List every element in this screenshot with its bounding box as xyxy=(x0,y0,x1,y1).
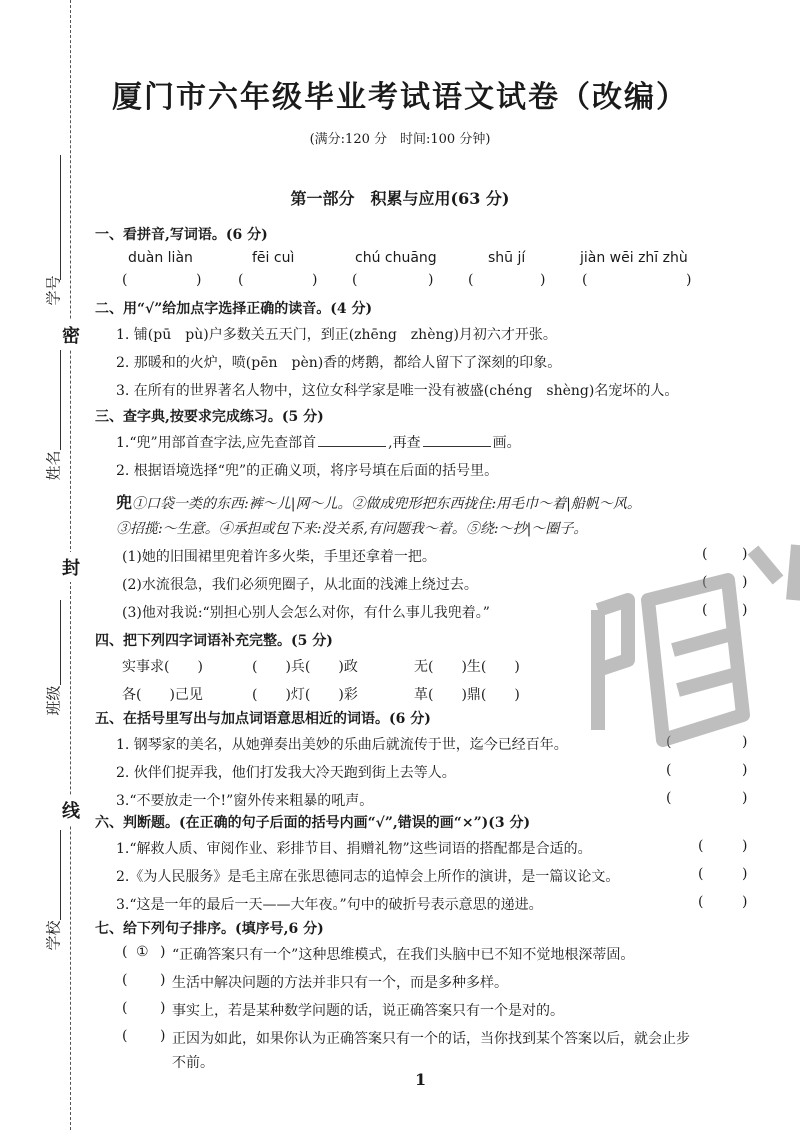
q2-item-3: 3. 在所有的世界著名人物中，这位女科学家是唯一没有被盛(chéng shèng)名宠坏的人。 xyxy=(116,383,679,399)
q1-answer-5-close: ) xyxy=(686,272,692,288)
q3-item-1 xyxy=(116,432,521,452)
q6-item-1: 1.“解救人质、审阅作业、彩排节目、捐赠礼物”这些词语的搭配都是合适的。 xyxy=(116,841,592,857)
q5-title: 五、在括号里写出与加点词语意思相近的词语。(6 分) xyxy=(95,711,431,727)
name-label: 姓名 xyxy=(44,450,63,481)
q1-answer-4-close: ) xyxy=(540,272,546,288)
q1-pinyin-5: jiàn wēi zhī zhù xyxy=(580,250,688,266)
q1-answer-2-open: ( xyxy=(238,272,244,288)
q4-row2-word2[interactable]: ( )灯( )彩 xyxy=(252,687,358,703)
q3-def-char: 兜 xyxy=(116,493,133,512)
q6-title: 六、判断题。(在正确的句子后面的括号内画“√”,错误的画“×”)(3 分) xyxy=(95,815,531,831)
q7-order-2-close: ) xyxy=(160,972,166,988)
q6-answer-3-open: ( xyxy=(698,894,704,910)
q7-order-1-close: ) xyxy=(160,944,166,960)
q5-answer-2-close: ) xyxy=(742,762,748,778)
seal-xian: 线 xyxy=(62,795,80,825)
q1-answer-2-close: ) xyxy=(312,272,318,288)
q4-row1-word2[interactable]: ( )兵( )政 xyxy=(252,659,358,675)
exam-subtitle: (满分:120 分 时间:100 分钟) xyxy=(309,132,491,147)
q6-answer-1-open: ( xyxy=(698,838,704,854)
class-label: 班级 xyxy=(44,685,63,716)
q3-answer-3-open: ( xyxy=(702,602,708,618)
q1-pinyin-3: chú chuāng xyxy=(355,250,437,266)
q3-answer-2-open: ( xyxy=(702,574,708,590)
q3-sentence-1: (1)她的旧围裙里兜着许多火柴，手里还拿着一把。 xyxy=(122,549,436,565)
q7-sentence-4: 正因为如此，如果你认为正确答案只有一个的话，当你找到某个答案以后，就会止步 xyxy=(172,1031,690,1047)
q3-sentence-3: (3)他对我说:“别担心别人会怎么对你，有什么事儿我兜着。” xyxy=(122,605,490,621)
q5-answer-1-close: ) xyxy=(742,734,748,750)
q1-answer-5-open: ( xyxy=(582,272,588,288)
q3-strokes-blank[interactable] xyxy=(423,434,491,447)
q2-item-2: 2. 那暖和的火炉，喷(pēn pèn)香的烤鹅，都给人留下了深刻的印象。 xyxy=(116,355,562,371)
q7-order-1-mark: ① xyxy=(136,944,149,960)
q3-answer-2-close: ) xyxy=(742,574,748,590)
q3-title: 三、查字典,按要求完成练习。(5 分) xyxy=(95,409,324,425)
q1-answer-3-close: ) xyxy=(428,272,434,288)
school-fill-line[interactable] xyxy=(60,830,61,920)
seal-mi: 密 xyxy=(62,320,80,350)
page-number: 1 xyxy=(415,1070,427,1089)
q2-title: 二、用“√”给加点字选择正确的读音。(4 分) xyxy=(95,301,373,317)
q1-answer-4-open: ( xyxy=(468,272,474,288)
q6-item-3: 3.“这是一年的最后一天——大年夜。”句中的破折号表示意思的递进。 xyxy=(116,897,543,913)
q7-order-3-close: ) xyxy=(160,1000,166,1016)
q6-answer-2-close: ) xyxy=(742,866,748,882)
q6-answer-2-open: ( xyxy=(698,866,704,882)
q4-row1-word1[interactable]: 实事求( ) xyxy=(122,659,203,675)
q3-definition-line-1 xyxy=(116,490,641,513)
q3-answer-3-close: ) xyxy=(742,602,748,618)
q5-item-2: 2. 伙伴们捉弄我，他们打发我大冷天跑到街上去等人。 xyxy=(116,765,456,781)
q3-item-1-text-c: 画。 xyxy=(492,435,521,451)
student-id-fill-line[interactable] xyxy=(60,155,61,280)
q3-radical-blank[interactable] xyxy=(318,434,386,447)
q3-item-1-text-b: ,再查 xyxy=(388,435,421,451)
q4-row1-word3[interactable]: 无( )生( ) xyxy=(414,659,520,675)
q7-order-1-open: ( xyxy=(122,944,128,960)
q7-sentence-4-tail: 不前。 xyxy=(172,1055,214,1071)
q4-row2-word3[interactable]: 革( )鼎( ) xyxy=(414,687,520,703)
student-id-label: 学号 xyxy=(44,275,63,306)
name-fill-line[interactable] xyxy=(60,350,61,450)
q1-title: 一、看拼音,写词语。(6 分) xyxy=(95,227,268,243)
q1-pinyin-2: fēi cuì xyxy=(252,250,295,266)
q5-answer-1-open: ( xyxy=(666,734,672,750)
q3-def-text-1: ①口袋一类的东西:裤～儿|网～儿。②做成兜形把东西拢住:用毛巾～着|船帆～风。 xyxy=(132,496,641,512)
exam-title: 厦门市六年级毕业考试语文试卷（改编） xyxy=(112,80,688,115)
q3-answer-1-open: ( xyxy=(702,546,708,562)
q7-order-2-open: ( xyxy=(122,972,128,988)
q5-answer-2-open: ( xyxy=(666,762,672,778)
q4-title: 四、把下列四字词语补充完整。(5 分) xyxy=(95,633,333,649)
q1-answer-3-open: ( xyxy=(352,272,358,288)
q7-order-3-open: ( xyxy=(122,1000,128,1016)
q7-order-4-close: ) xyxy=(160,1028,166,1044)
q3-definition-line-2: ③招揽:～生意。④承担或包下来:没关系,有问题我～着。⑤绕:～抄|～圈子。 xyxy=(116,521,588,537)
q1-pinyin-4: shū jí xyxy=(488,250,526,266)
q1-answer-1-close: ) xyxy=(196,272,202,288)
q6-answer-1-close: ) xyxy=(742,838,748,854)
q5-item-3: 3.“不要放走一个!”窗外传来粗暴的吼声。 xyxy=(116,793,374,809)
q5-answer-3-close: ) xyxy=(742,790,748,806)
q1-answer-1-open: ( xyxy=(122,272,128,288)
seal-feng: 封 xyxy=(62,552,80,582)
q3-answer-1-close: ) xyxy=(742,546,748,562)
q7-sentence-1: “正确答案只有一个”这种思维模式，在我们头脑中已不知不觉地根深蒂固。 xyxy=(172,947,635,963)
q1-pinyin-1: duàn liàn xyxy=(128,250,193,266)
part-one-title: 第一部分 积累与应用(63 分) xyxy=(290,189,510,208)
q4-row2-word1[interactable]: 各( )己见 xyxy=(122,687,203,703)
class-fill-line[interactable] xyxy=(60,600,61,685)
q7-sentence-3: 事实上，若是某种数学问题的话，说正确答案只有一个是对的。 xyxy=(172,1003,564,1019)
q7-order-4-open: ( xyxy=(122,1028,128,1044)
q5-answer-3-open: ( xyxy=(666,790,672,806)
q3-item-1-text-a: 1.“兜”用部首查字法,应先查部首 xyxy=(116,435,317,451)
q2-item-1: 1. 铺(pū pù)户多数关五天门，到正(zhēng zhèng)月初六才开张。 xyxy=(116,327,557,343)
school-label: 学校 xyxy=(44,920,63,951)
watermark-stamp xyxy=(578,540,800,770)
q6-answer-3-close: ) xyxy=(742,894,748,910)
q7-sentence-2: 生活中解决问题的方法并非只有一个，而是多种多样。 xyxy=(172,975,508,991)
q7-title: 七、给下列句子排序。(填序号,6 分) xyxy=(95,921,324,937)
q6-item-2: 2.《为人民服务》是毛主席在张思德同志的追悼会上所作的演讲，是一篇议论文。 xyxy=(116,869,620,885)
q5-item-1: 1. 钢琴家的美名，从她弹奏出美妙的乐曲后就流传于世，迄今已经百年。 xyxy=(116,737,568,753)
q3-sentence-2: (2)水流很急，我们必须兜圈子，从北面的浅滩上绕过去。 xyxy=(122,577,478,593)
q3-item-2: 2. 根据语境选择“兜”的正确义项，将序号填在后面的括号里。 xyxy=(116,463,499,479)
